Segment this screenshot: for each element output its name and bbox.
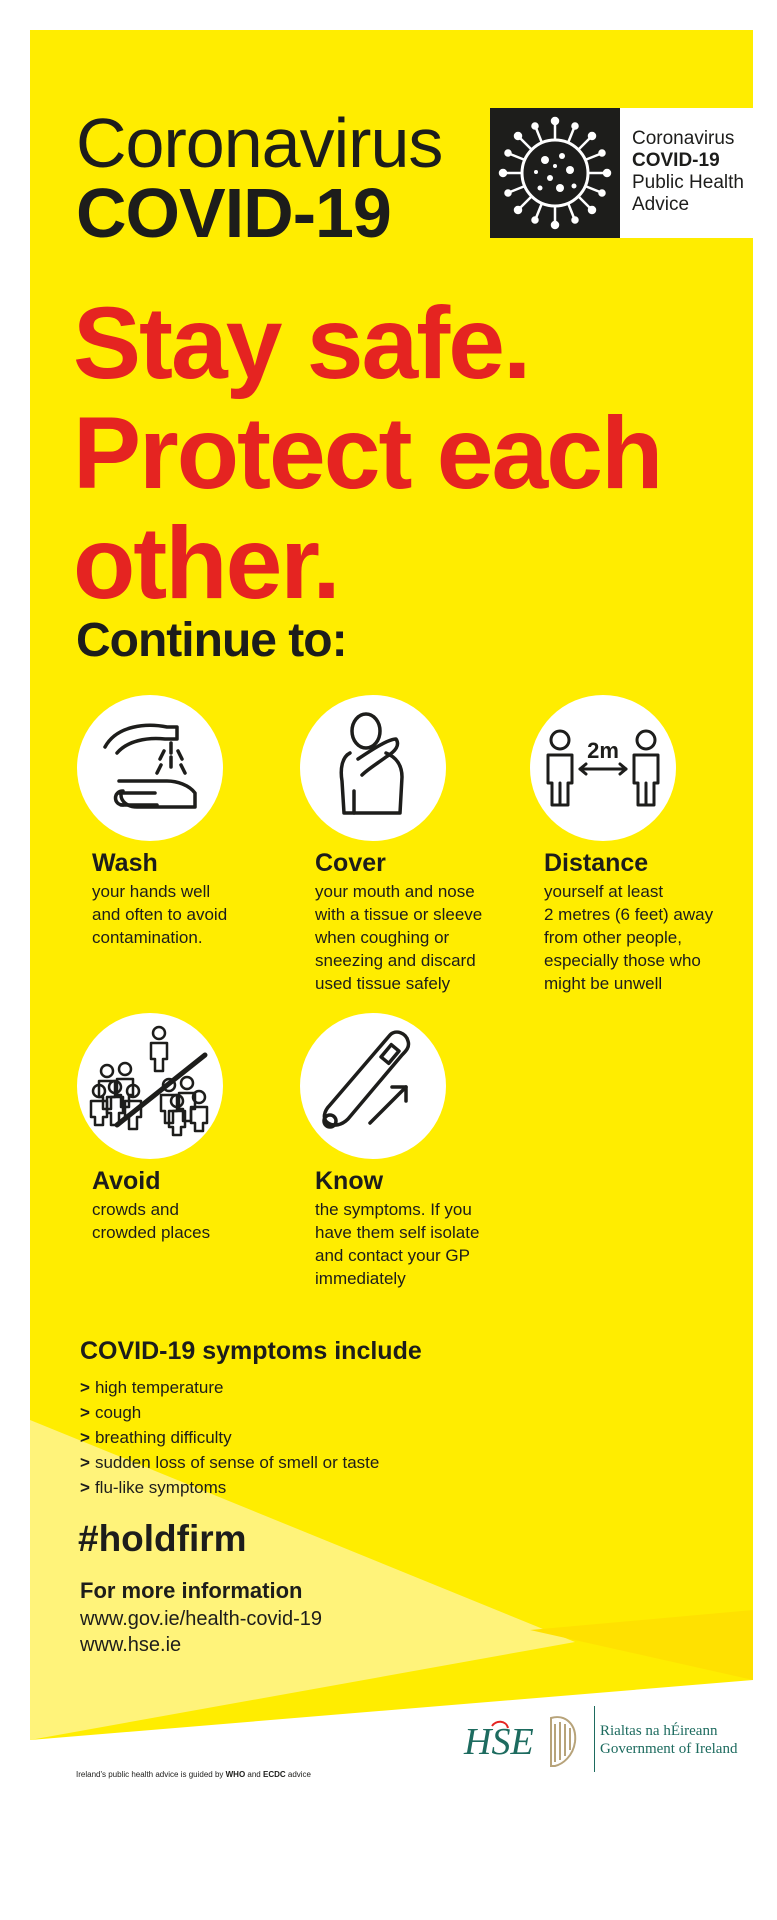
distance-heading: Distance <box>544 849 649 877</box>
virus-icon <box>490 108 620 238</box>
list-item: > breathing difficulty <box>80 1428 232 1447</box>
public-health-logo <box>490 108 753 238</box>
hero-message <box>73 288 733 618</box>
bullet-icon: > <box>80 1478 90 1497</box>
title-covid19: COVID-19 <box>76 174 391 252</box>
wash-text <box>92 880 227 949</box>
more-info-heading: For more information <box>80 1578 303 1603</box>
distance-text-line: especially those who <box>544 951 701 970</box>
bullet-icon: > <box>80 1403 90 1422</box>
know-text-line: have them self isolate <box>315 1223 480 1242</box>
list-item: > cough <box>80 1403 142 1422</box>
know-text-line: the symptoms. If you <box>315 1200 472 1219</box>
gov-line-irish: Rialtas na hÉireann <box>600 1723 718 1739</box>
cover-text-line: when coughing or <box>315 928 450 947</box>
avoid-heading: Avoid <box>92 1167 161 1195</box>
hse-logo <box>462 1718 534 1763</box>
logo-line-public-health: Public Health <box>632 172 744 193</box>
footnote: Ireland's public health advice is guided by WHO and ECDC advice <box>76 1770 312 1779</box>
distance-text-line: 2 metres (6 feet) away <box>544 905 714 924</box>
distance-text-line: might be unwell <box>544 974 663 993</box>
government-logo-text <box>600 1722 737 1758</box>
title-coronavirus: Coronavirus <box>76 104 443 182</box>
wash-text-line: and often to avoid <box>92 905 228 924</box>
avoid-text-line: crowds and <box>92 1200 179 1219</box>
logo-text <box>620 108 753 238</box>
avoid-text <box>92 1198 210 1244</box>
harp-icon <box>545 1712 581 1770</box>
svg-text:HSE: HSE <box>464 1721 534 1763</box>
cover-text-line: used tissue safely <box>315 974 451 993</box>
hse-logo-icon <box>462 1718 534 1763</box>
symptoms-list <box>80 1375 379 1500</box>
list-item: > high temperature <box>80 1378 224 1397</box>
hero-line-1: Stay safe. <box>73 286 530 400</box>
bullet-icon: > <box>80 1378 90 1397</box>
logo-line-advice: Advice <box>632 194 690 215</box>
gov-line-english: Government of Ireland <box>600 1741 738 1757</box>
bullet-icon: > <box>80 1453 90 1472</box>
hero-line-3: other. <box>73 506 339 620</box>
cover-text-line: with a tissue or sleeve <box>315 905 483 924</box>
know-text <box>315 1198 479 1290</box>
social-distance-icon <box>530 695 676 841</box>
avoid-crowds-icon <box>77 1013 223 1159</box>
logo-line-coronavirus: Coronavirus <box>632 128 735 149</box>
distance-text-line: yourself at least <box>544 882 664 901</box>
cover-cough-icon <box>300 695 446 841</box>
poster-background <box>30 30 753 1740</box>
distance-text <box>544 880 713 995</box>
hero-line-2: Protect each <box>73 396 662 510</box>
cover-text-line: your mouth and nose <box>315 882 475 901</box>
know-text-line: and contact your GP <box>315 1246 470 1265</box>
thermometer-icon <box>300 1013 446 1159</box>
cover-heading: Cover <box>315 849 386 877</box>
symptoms-heading: COVID-19 symptoms include <box>80 1337 422 1365</box>
cover-text <box>315 880 482 995</box>
cover-text-line: sneezing and discard <box>315 951 476 970</box>
wash-text-line: your hands well <box>92 882 211 901</box>
distance-2m-label: 2m <box>587 738 619 763</box>
hse-link[interactable]: www.hse.ie <box>80 1634 182 1656</box>
list-item: > flu-like symptoms <box>80 1478 227 1497</box>
wash-text-line: contamination. <box>92 928 203 947</box>
distance-text-line: from other people, <box>544 928 682 947</box>
bullet-icon: > <box>80 1428 90 1447</box>
avoid-text-line: crowded places <box>92 1223 211 1242</box>
know-text-line: immediately <box>315 1269 406 1288</box>
gov-link[interactable]: www.gov.ie/health-covid-19 <box>80 1608 322 1630</box>
continue-heading: Continue to: <box>76 614 347 667</box>
list-item: > sudden loss of sense of smell or taste <box>80 1453 380 1472</box>
divider <box>594 1706 595 1772</box>
wash-hands-icon <box>77 695 223 841</box>
hashtag: #holdfirm <box>78 1518 247 1559</box>
logo-line-covid19: COVID-19 <box>632 150 720 171</box>
know-heading: Know <box>315 1167 384 1195</box>
wash-heading: Wash <box>92 849 158 877</box>
